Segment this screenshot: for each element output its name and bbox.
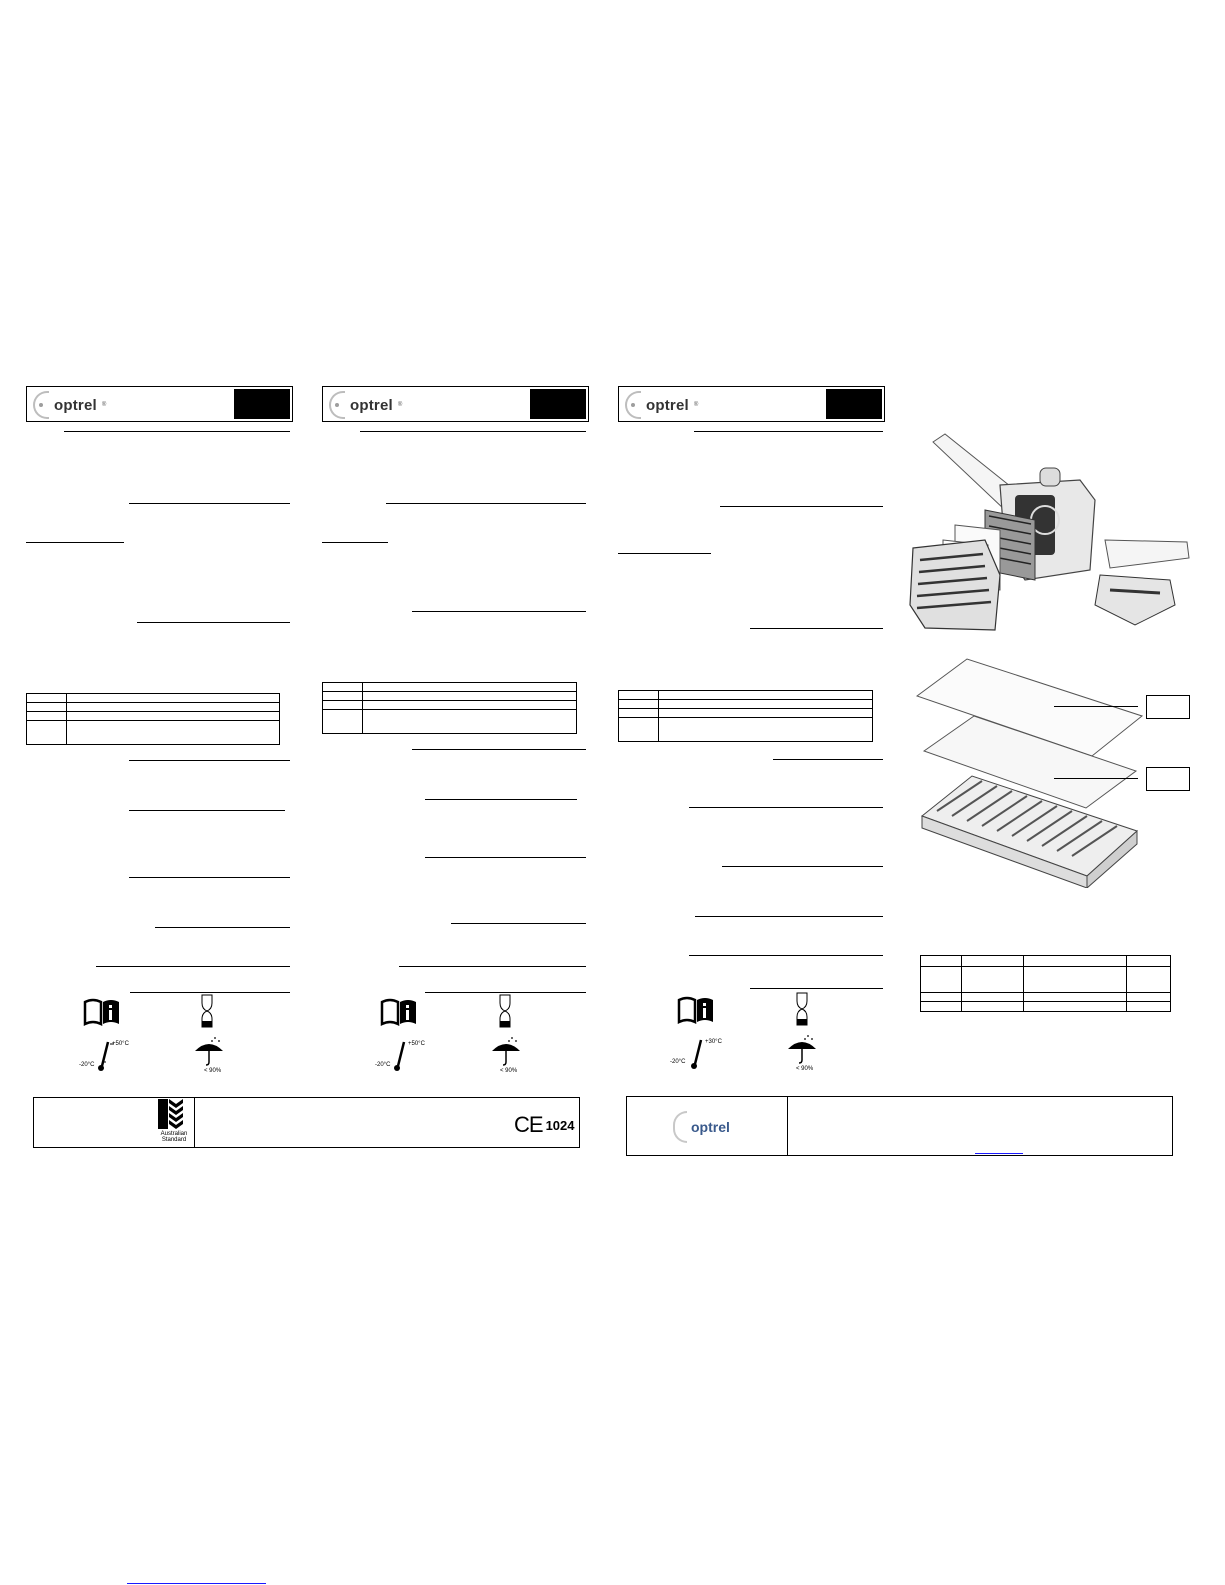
- header-black-block: [234, 389, 290, 419]
- section-rule: [137, 622, 290, 623]
- section-rule: [412, 749, 586, 750]
- logo-wordmark: optrel: [350, 396, 393, 414]
- section-rule: [689, 807, 883, 808]
- optrel-logo: optrel ®: [329, 391, 402, 419]
- read-instructions-icon: [380, 998, 418, 1026]
- section-rule: [425, 799, 577, 800]
- footer-logo: [673, 1111, 730, 1143]
- umbrella-icon: [193, 1035, 225, 1067]
- section-rule: [360, 431, 586, 432]
- panel3-header: [618, 386, 885, 422]
- section-rule: [96, 966, 290, 967]
- logo-arc-icon: [33, 391, 49, 419]
- ce-symbol: CE: [514, 1112, 543, 1137]
- panel1-header: [26, 386, 293, 422]
- chevron-stack-icon: [169, 1099, 183, 1129]
- footer-divider: [787, 1097, 788, 1155]
- humidity-label: < 90%: [500, 1068, 518, 1074]
- standards-mark-emblem: [158, 1099, 168, 1129]
- standards-mark-text: Australian Standard: [160, 1131, 188, 1143]
- humidity-label: < 90%: [796, 1066, 814, 1072]
- optrel-logo: optrel ®: [625, 391, 698, 419]
- section-rule: [750, 628, 883, 629]
- callout-line: [1054, 706, 1138, 707]
- panel2-table: [322, 682, 577, 734]
- footer-divider: [194, 1098, 195, 1147]
- section-rule: [64, 431, 290, 432]
- hourglass-icon: [498, 993, 512, 1029]
- standards-mark: [157, 1099, 191, 1145]
- panel3-table: [618, 690, 873, 742]
- callout-label-box: [1146, 695, 1190, 719]
- ce-mark: [514, 1112, 574, 1138]
- section-rule: [722, 866, 883, 867]
- section-rule: [695, 916, 883, 917]
- filter-spec-table: [920, 955, 1171, 1012]
- umbrella-icon: [786, 1033, 818, 1065]
- hourglass-icon: [200, 993, 214, 1029]
- temp-max-label: +50°C: [112, 1041, 129, 1047]
- footer-link[interactable]: [975, 1153, 1023, 1154]
- notified-body-number: 1024: [545, 1117, 575, 1133]
- section-rule: [750, 988, 883, 989]
- read-instructions-icon: [83, 998, 121, 1026]
- temp-min-label: -20°C: [670, 1059, 686, 1065]
- bottom-link[interactable]: [127, 1583, 266, 1584]
- filter-assembly-illustration: [912, 656, 1147, 888]
- section-rule: [689, 955, 883, 956]
- section-rule: [720, 506, 883, 507]
- panel1-table: [26, 693, 280, 745]
- section-rule: [694, 431, 883, 432]
- panel2-header: [322, 386, 589, 422]
- section-rule: [399, 966, 586, 967]
- section-rule: [773, 759, 883, 760]
- humidity-label: < 90%: [204, 1068, 222, 1074]
- section-rule: [425, 857, 586, 858]
- temp-min-label: -20°C: [375, 1062, 391, 1068]
- hourglass-icon: [795, 991, 809, 1027]
- section-rule: [386, 503, 586, 504]
- logo-wordmark: optrel: [54, 396, 97, 414]
- temp-min-label: -20°C: [79, 1062, 95, 1068]
- footer-logo-word: optrel: [691, 1119, 730, 1135]
- respirator-exploded-illustration: [905, 430, 1195, 635]
- logo-arc-icon: [673, 1111, 687, 1143]
- section-rule: [129, 810, 285, 811]
- section-rule: [129, 503, 290, 504]
- section-rule: [322, 542, 388, 543]
- section-rule: [451, 923, 586, 924]
- section-rule: [155, 927, 290, 928]
- callout-line: [1054, 778, 1138, 779]
- callout-label-box: [1146, 767, 1190, 791]
- section-rule: [618, 553, 711, 554]
- umbrella-icon: [490, 1035, 522, 1067]
- back-footer: [626, 1096, 1173, 1156]
- logo-wordmark: optrel: [646, 396, 689, 414]
- header-black-block: [530, 389, 586, 419]
- logo-arc-icon: [329, 391, 345, 419]
- section-rule: [26, 542, 124, 543]
- read-instructions-icon: [677, 996, 715, 1024]
- section-rule: [412, 611, 586, 612]
- optrel-logo: optrel ®: [33, 391, 106, 419]
- temp-max-label: +30°C: [705, 1039, 722, 1045]
- header-black-block: [826, 389, 882, 419]
- logo-arc-icon: [625, 391, 641, 419]
- temp-max-label: +50°C: [408, 1041, 425, 1047]
- section-rule: [129, 760, 290, 761]
- section-rule: [129, 877, 290, 878]
- certification-footer: [33, 1097, 580, 1148]
